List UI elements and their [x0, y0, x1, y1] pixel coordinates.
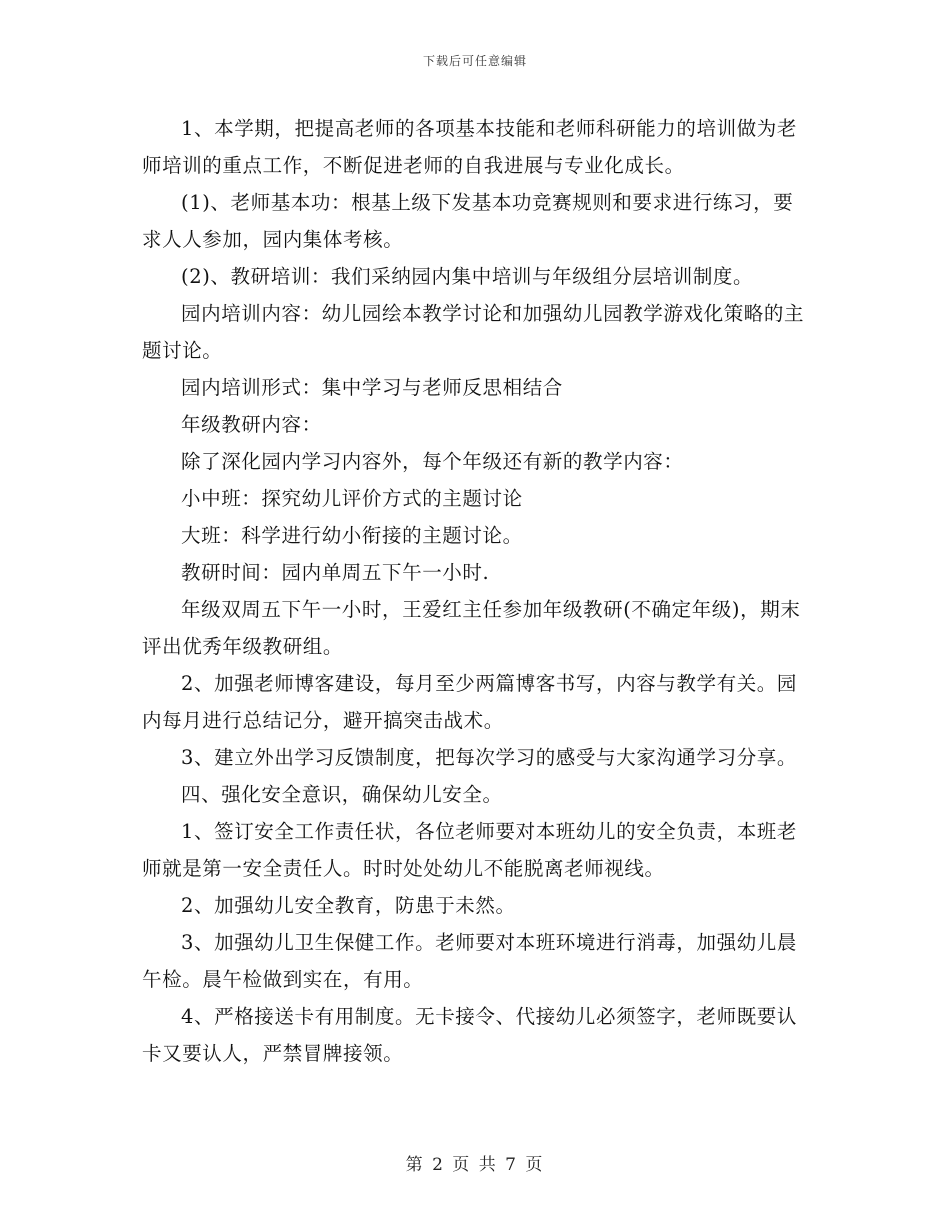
- paragraph: (1)、老师基本功：根基上级下发基本功竞赛规则和要求进行练习，要求人人参加，园内集体考核。: [142, 191, 794, 251]
- section-heading: 四、强化安全意识，确保幼儿安全。: [181, 783, 503, 806]
- paragraph: 4、严格接送卡有用制度。无卡接令、代接幼儿必须签字，老师既要认卡又要认人，严禁冒牌接领。: [142, 1005, 798, 1065]
- paragraph: 教研时间：园内单周五下午一小时.: [181, 561, 490, 584]
- paragraph: 1、本学期，把提高老师的各项基本技能和老师科研能力的培训做为老师培训的重点工作，不断促进老师的自我进展与专业化成长。: [142, 117, 798, 177]
- paragraph: 3、加强幼儿卫生保健工作。老师要对本班环境进行消毒，加强幼儿晨午检。晨午检做到实在，有用。: [142, 931, 798, 991]
- paragraph: 园内培训形式：集中学习与老师反思相结合: [181, 376, 563, 399]
- paragraph: 年级教研内容：: [181, 413, 322, 436]
- paragraph: 小中班：探究幼儿评价方式的主题讨论: [181, 487, 523, 510]
- paragraph: (2)、教研培训：我们采纳园内集中培训与年级组分层培训制度。: [181, 265, 754, 288]
- paragraph: 2、加强老师博客建设，每月至少两篇博客书写，内容与教学有关。园内每月进行总结记分，避开搞突击战术。: [142, 672, 798, 732]
- page-number: 第 2 页 共 7 页: [405, 1155, 545, 1175]
- paragraph: 年级双周五下午一小时，王爱红主任参加年级教研(不确定年级)，期末评出优秀年级教研组。: [142, 598, 801, 658]
- paragraph: 1、签订安全工作责任状，各位老师要对本班幼儿的安全负责，本班老师就是第一安全责任人。时时处处幼儿不能脱离老师视线。: [142, 820, 798, 880]
- paragraph: 3、建立外出学习反馈制度，把每次学习的感受与大家沟通学习分享。: [181, 746, 798, 769]
- paragraph: 除了深化园内学习内容外，每个年级还有新的教学内容：: [181, 450, 684, 473]
- paragraph: 大班：科学进行幼小衔接的主题讨论。: [181, 524, 523, 547]
- paragraph: 2、加强幼儿安全教育，防患于未然。: [181, 894, 516, 917]
- document-body: [142, 110, 812, 1072]
- paragraph: 园内培训内容：幼儿园绘本教学讨论和加强幼儿园教学游戏化策略的主题讨论。: [142, 302, 805, 362]
- page-header-note: 下载后可任意编辑: [422, 54, 527, 68]
